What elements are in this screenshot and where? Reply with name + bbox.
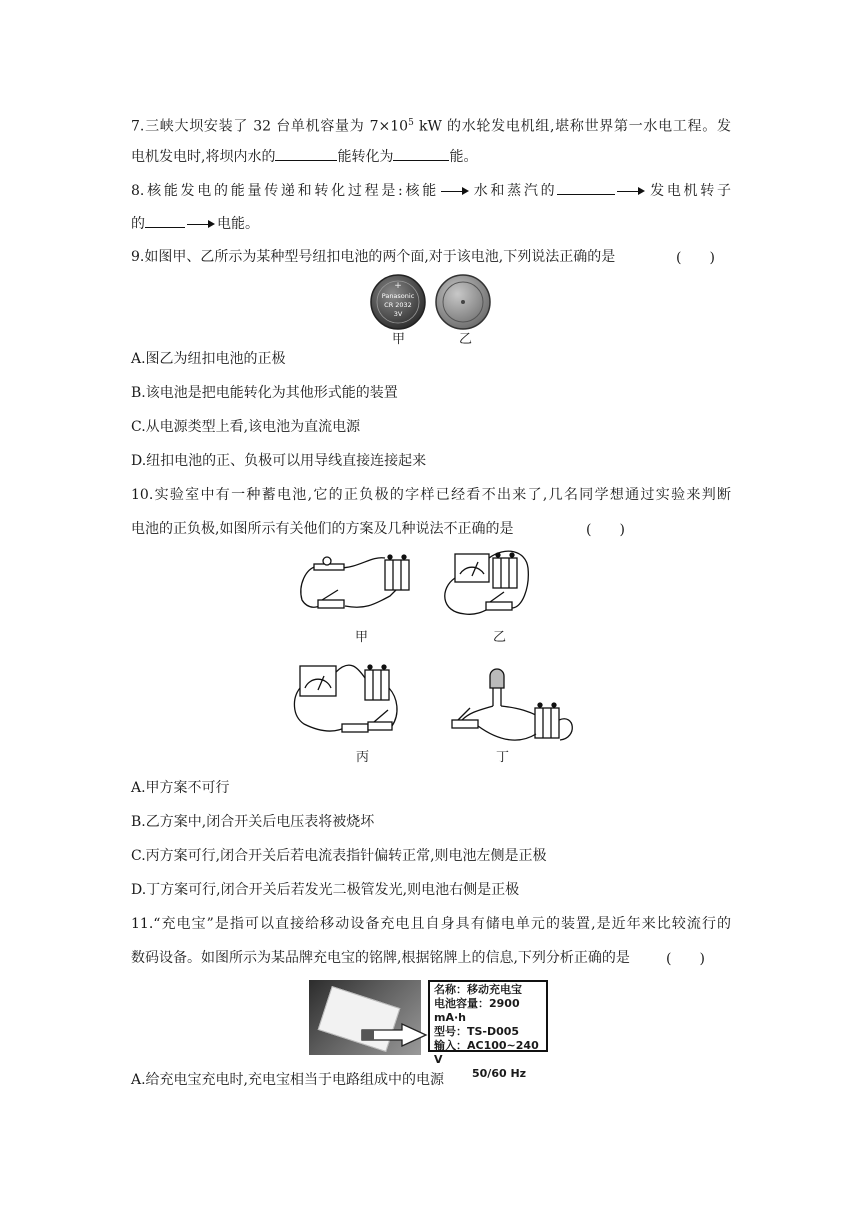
battery-brand: Panasonic (381, 292, 415, 300)
nameplate-model: 型号：TS-D005 (434, 1025, 520, 1038)
q7-line-2 (131, 146, 731, 167)
q8-text-c: 发电机转子 (647, 183, 732, 199)
q7-blank-1[interactable] (275, 146, 337, 161)
q10-caption-yi: 乙 (493, 630, 507, 645)
q11-option-a[interactable]: A.给充电宝充电时,充电宝相当于电路组成中的电源 (131, 1072, 445, 1088)
q10-line-1: 10.实验室中有一种蓄电池,它的正负极的字样已经看不出来了,几名同学想通过实验来判断 (131, 487, 731, 503)
q7-text-b: kW 的水轮发电机组,堪称世界第一水电工程。发 (413, 118, 731, 135)
q10-caption-ding: 丁 (496, 750, 510, 765)
q8-text-d: 的 (131, 216, 145, 232)
q9-stem: 9.如图甲、乙所示为某种型号纽扣电池的两个面,对于该电池,下列说法正确的是 (131, 249, 616, 265)
circuit-diagrams-figure (290, 548, 590, 763)
q11-line-2: 数码设备。如图所示为某品牌充电宝的铭牌,根据铭牌上的信息,下列分析正确的是 (131, 950, 630, 966)
q8-text-b: 水和蒸汽的 (470, 183, 558, 199)
q7-superscript: 5 (408, 118, 414, 128)
q9-answer-paren[interactable]: ( ) (676, 250, 715, 266)
circuit-yi (445, 551, 529, 614)
arrow-icon (187, 219, 215, 229)
q10-option-d[interactable]: D.丁方案可行,闭合开关后若发光二极管发光,则电池右侧是正极 (131, 882, 520, 898)
q10-line-2: 电池的正负极,如图所示有关他们的方案及几种说法不正确的是 (131, 521, 514, 537)
nameplate-name: 名称：移动充电宝 (434, 983, 522, 996)
q9-caption-a: 甲 (392, 332, 406, 347)
nameplate-box (428, 980, 548, 1080)
battery-model: CR 2032 (384, 301, 412, 309)
q10-answer-paren[interactable]: ( ) (586, 522, 625, 538)
arrow-icon (617, 186, 645, 196)
q8-blank-1[interactable] (557, 180, 615, 195)
q8-text-a: 8.核能发电的能量传递和转化过程是:核能 (131, 183, 439, 199)
nameplate-capacity: 电池容量：2900 mA·h (434, 997, 520, 1024)
q7-text-d: 能转化为 (337, 149, 394, 165)
q8-line-2 (131, 213, 731, 234)
circuit-jia (301, 555, 409, 608)
q7-text-c: 电机发电时,将坝内水的 (131, 149, 276, 165)
q11-answer-paren[interactable]: ( ) (666, 951, 705, 967)
button-battery-figure (362, 272, 502, 340)
q8-line-1 (131, 180, 731, 201)
arrow-icon (441, 186, 469, 196)
q10-option-c[interactable]: C.丙方案可行,闭合开关后若电流表指针偏转正常,则电池左侧是正极 (131, 848, 547, 864)
nameplate-frequency: 50/60 Hz (472, 1067, 527, 1080)
q9-option-b[interactable]: B.该电池是把电能转化为其他形式能的装置 (131, 385, 398, 401)
q8-blank-2[interactable] (145, 213, 185, 228)
q9-option-c[interactable]: C.从电源类型上看,该电池为直流电源 (131, 419, 361, 435)
circuit-ding (452, 669, 572, 740)
arrow-icon (360, 1022, 430, 1048)
q10-option-a[interactable]: A.甲方案不可行 (131, 780, 230, 796)
q10-option-b[interactable]: B.乙方案中,闭合开关后电压表将被烧坏 (131, 814, 375, 830)
q10-caption-jia: 甲 (355, 630, 369, 645)
q11-line-1: 11.“充电宝”是指可以直接给移动设备充电且自身具有储电单元的装置,是近年来比较流行的 (131, 916, 731, 932)
q9-option-d[interactable]: D.纽扣电池的正、负极可以用导线直接连接起来 (131, 453, 427, 469)
q7-line-1 (131, 113, 731, 137)
circuit-bing (294, 665, 397, 732)
q7-text-e: 能。 (449, 149, 478, 165)
q10-caption-bing: 丙 (356, 750, 370, 765)
q7-text-a: 7.三峡大坝安装了 32 台单机容量为 7×10 (131, 118, 409, 135)
nameplate-input: 输入：AC100~240 V (434, 1039, 539, 1066)
battery-plus-mark: + (394, 281, 402, 291)
q9-option-a[interactable]: A.图乙为纽扣电池的正极 (131, 351, 286, 367)
q9-caption-b: 乙 (459, 332, 473, 347)
battery-voltage: 3V (393, 310, 403, 318)
q7-blank-2[interactable] (393, 146, 449, 161)
q8-text-e: 电能。 (217, 216, 259, 232)
